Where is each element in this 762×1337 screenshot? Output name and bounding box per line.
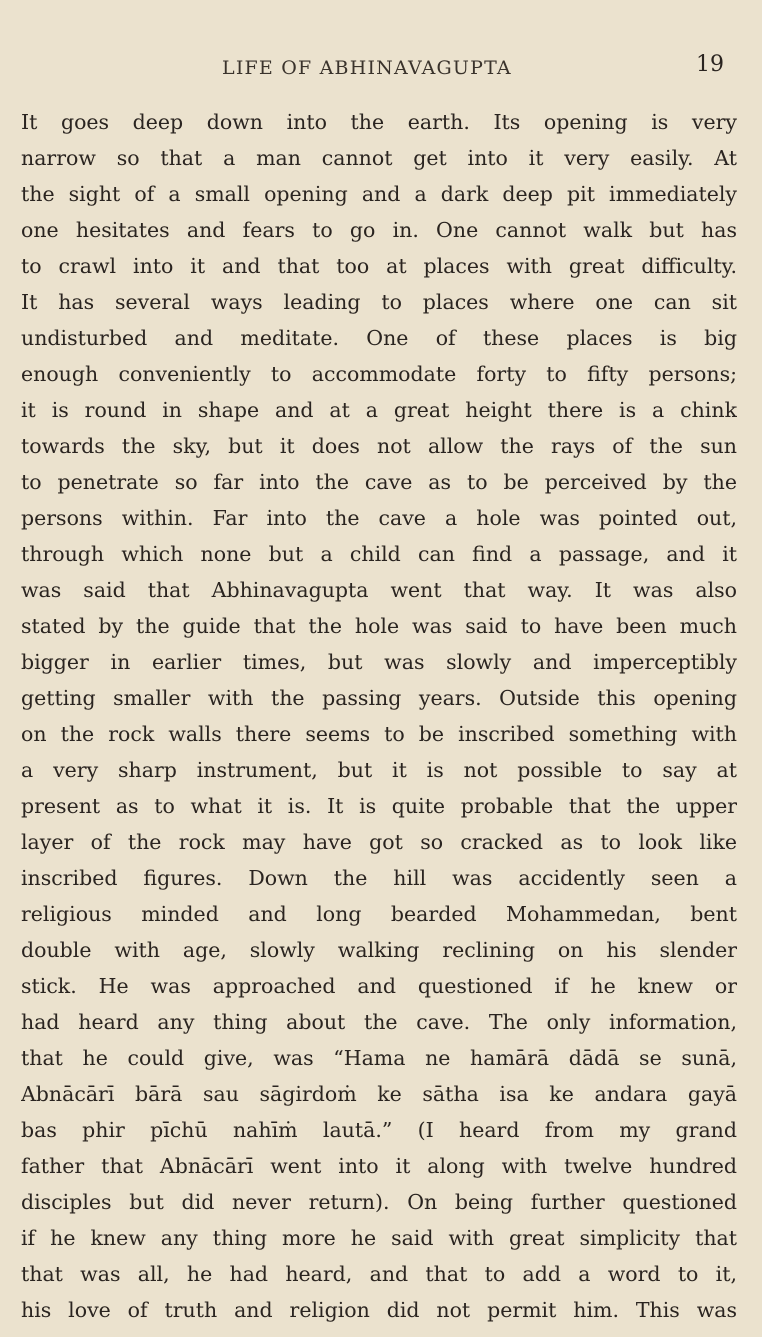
running-header	[0, 52, 762, 82]
text-line: undisturbed and meditate. One of these places is big	[21, 326, 737, 350]
text-line: inscribed figures. Down the hill was accidently seen a	[21, 866, 737, 890]
running-title: LIFE OF ABHINAVAGUPTA	[222, 57, 512, 79]
text-line: on the rock walls there seems to be inscribed something with	[21, 722, 737, 746]
text-line: towards the sky, but it does not allow the rays of the sun	[21, 434, 737, 458]
text-line: stick. He was approached and questioned if he knew or	[21, 974, 737, 998]
text-line: one hesitates and fears to go in. One cannot walk but has	[21, 218, 737, 242]
text-line: a very sharp instrument, but it is not possible to say at	[21, 758, 737, 782]
page-number: 19	[696, 52, 724, 77]
text-line: narrow so that a man cannot get into it very easily. At	[21, 146, 737, 170]
text-line: through which none but a child can find a passage, and it	[21, 542, 737, 566]
text-line: that was all, he had heard, and that to add a word to it,	[21, 1262, 737, 1286]
text-line: disciples but did never return). On being further questioned	[21, 1190, 737, 1214]
text-line: bigger in earlier times, but was slowly and imperceptibly	[21, 650, 737, 674]
text-line: to penetrate so far into the cave as to be perceived by the	[21, 470, 737, 494]
text-line: getting smaller with the passing years. Outside this opening	[21, 686, 737, 710]
text-line: had heard any thing about the cave. The only information,	[21, 1010, 737, 1034]
text-line: It has several ways leading to places where one can sit	[21, 290, 737, 314]
text-line: it is round in shape and at a great height there is a chink	[21, 398, 737, 422]
text-line: if he knew any thing more he said with great simplicity that	[21, 1226, 737, 1250]
text-line: that he could give, was “Hama ne hamārā dādā se sunā,	[21, 1046, 737, 1070]
text-line: was said that Abhinavagupta went that way. It was also	[21, 578, 737, 602]
text-line: enough conveniently to accommodate forty to fifty persons;	[21, 362, 737, 386]
text-line: the sight of a small opening and a dark deep pit immediately	[21, 182, 737, 206]
text-line: bas phir pīchū nahīṁ lautā.” (I heard from my grand	[21, 1118, 737, 1142]
text-line: father that Abnācārī went into it along with twelve hundred	[21, 1154, 737, 1178]
text-line: It goes deep down into the earth. Its opening is very	[21, 110, 737, 134]
text-line: double with age, slowly walking reclining on his slender	[21, 938, 737, 962]
text-line: persons within. Far into the cave a hole was pointed out,	[21, 506, 737, 530]
text-line: to crawl into it and that too at places with great difficulty.	[21, 254, 737, 278]
text-line: Abnācārī bārā sau sāgirdoṁ ke sātha isa ke andara gayā	[21, 1082, 737, 1106]
text-line: religious minded and long bearded Mohammedan, bent	[21, 902, 737, 926]
text-line: his love of truth and religion did not permit him. This was	[21, 1298, 737, 1322]
text-line: present as to what it is. It is quite probable that the upper	[21, 794, 737, 818]
text-line: stated by the guide that the hole was said to have been much	[21, 614, 737, 638]
body-text	[21, 104, 737, 1328]
text-line: layer of the rock may have got so cracked as to look like	[21, 830, 737, 854]
